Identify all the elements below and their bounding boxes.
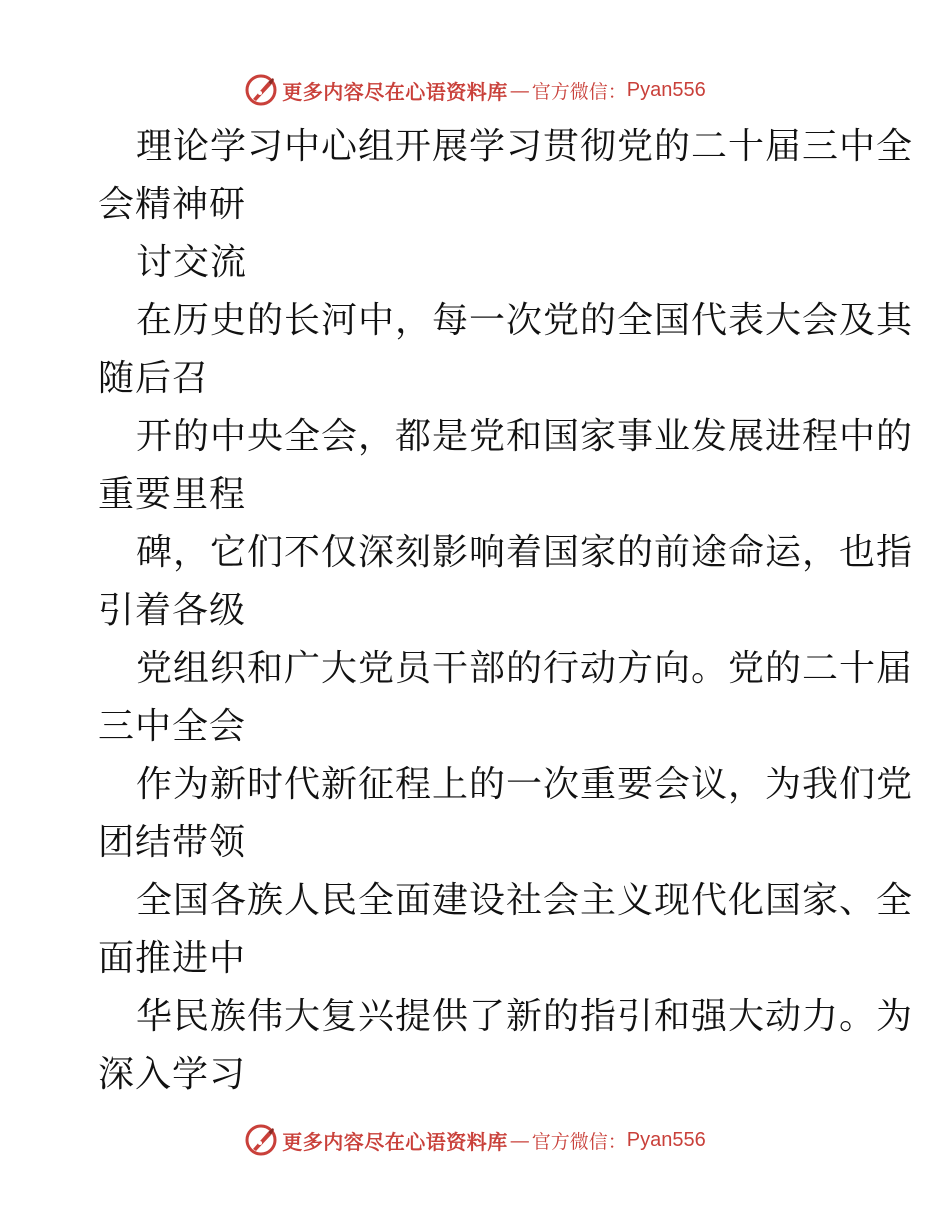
header-brand-text: 更多内容尽在心语资料库 (282, 79, 508, 104)
text-line: 讨交流 (136, 242, 248, 283)
header-wechat-id: Pyan556 (626, 78, 706, 101)
footer-wechat-id: Pyan556 (626, 1128, 706, 1151)
text-line: 引着各级 (98, 590, 247, 631)
header-wechat-label: 官方微信： (531, 80, 627, 103)
footer-dash: — (509, 1128, 530, 1152)
footer-wechat-label: 官方微信： (531, 1130, 627, 1153)
text-line: 华民族伟大复兴提供了新的指引和强大动力。为 (136, 996, 914, 1037)
text-line: 深入学习 (98, 1054, 247, 1095)
document-body (98, 118, 914, 1104)
text-line: 面推进中 (98, 938, 247, 979)
text-line: 党组织和广大党员干部的行动方向。党的二十届 (136, 648, 914, 689)
footer-brand-text: 更多内容尽在心语资料库 (282, 1129, 508, 1154)
text-line: 全国各族人民全面建设社会主义现代化国家、全 (136, 880, 914, 921)
text-line: 在历史的长河中，每一次党的全国代表大会及其 (136, 300, 914, 341)
text-line: 碑，它们不仅深刻影响着国家的前途命运，也指 (136, 532, 914, 573)
text-line: 理论学习中心组开展学习贯彻党的二十届三中全 (136, 126, 914, 167)
text-line: 会精神研 (98, 184, 247, 225)
text-line: 重要里程 (98, 474, 247, 515)
pen-nib-logo-icon (244, 73, 278, 107)
text-line: 作为新时代新征程上的一次重要会议，为我们党 (136, 764, 914, 805)
header-dash: — (509, 78, 530, 102)
text-line: 团结带领 (98, 822, 247, 863)
footer-watermark (0, 1120, 950, 1160)
text-line: 随后召 (98, 358, 210, 399)
text-line: 三中全会 (98, 706, 247, 747)
pen-nib-logo-icon (244, 1123, 278, 1157)
text-line: 开的中央全会，都是党和国家事业发展进程中的 (136, 416, 914, 457)
header-watermark (0, 70, 950, 110)
